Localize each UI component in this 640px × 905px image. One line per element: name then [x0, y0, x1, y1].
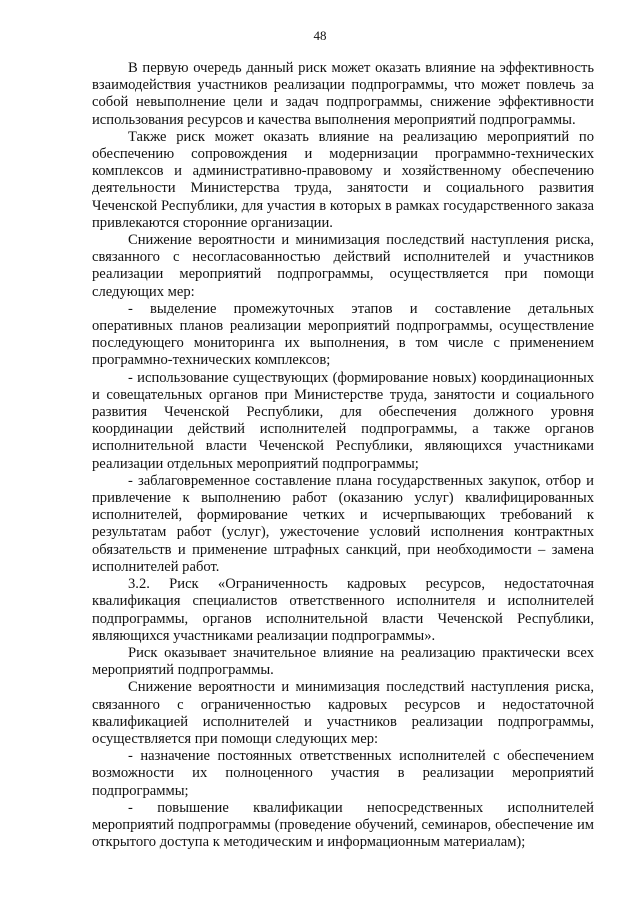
paragraph-risk-influence: Риск оказывает значительное влияние на реализацию практически всех мероприятий подпрограммы. — [92, 644, 594, 679]
document-body — [92, 60, 594, 851]
page-number: 48 — [313, 28, 327, 43]
list-item-stages: - выделение промежуточных этапов и составление детальных оперативных планов реализации мероприятий подпрограммы, осуществление последующего мониторинга их выполнения, в том числе с применением программно-технических комплексов; — [92, 300, 594, 369]
list-item-qualification: - повышение квалификации непосредственных исполнителей мероприятий подпрограммы (проведение обучений, семинаров, обеспечение им открытого доступа к методическим и информационным материалам); — [92, 799, 594, 851]
list-item-procurement: - заблаговременное составление плана государственных закупок, отбор и привлечение к выполнению работ (оказанию услуг) квалифицированных исполнителей, формирование четких и исчерпывающих требований к результатам работ (услуг), ужесточение условий исполнения контрактных обязательств и применение штрафных санкций, при необходимости – замена исполнителей работ. — [92, 472, 594, 575]
paragraph-mitigation-intro: Снижение вероятности и минимизация последствий наступления риска, связанного с несогласованностью действий исполнителей и участников реализации мероприятий подпрограммы, осуществляется при помощи следующих мер: — [92, 232, 594, 300]
paragraph-risk-impact: В первую очередь данный риск может оказать влияние на эффективность взаимодействия участников реализации подпрограммы, что может повлечь за собой невыполнение цели и задач подпрограммы, снижение эффективности использования ресурсов и качества выполнения мероприятий подпрограммы. — [92, 60, 594, 128]
paragraph-risk-3-2: 3.2. Риск «Ограниченность кадровых ресурсов, недостаточная квалификация специалистов ответственного исполнителя и исполнителей подпрограммы, органов исполнительной власти Чеченской Республики, являющихся участниками реализации подпрограммы». — [92, 576, 594, 644]
paragraph-risk-support: Также риск может оказать влияние на реализацию мероприятий по обеспечению сопровождения и модернизации программно-технических комплексов и административно-правовому и хозяйственному обеспечению деятельности Министерства труда, занятости и социального развития Чеченской Республики, для участия в которых в рамках государственного заказа привлекаются сторонние организации. — [92, 128, 594, 231]
list-item-permanent-executors: - назначение постоянных ответственных исполнителей с обеспечением возможности их полноценного участия в реализации мероприятий подпрограммы; — [92, 748, 594, 799]
list-item-coordination: - использование существующих (формирование новых) координационных и совещательных органов при Министерстве труда, занятости и социального развития Чеченской Республики, для обеспечения должного уровня координации действий исполнителей подпрограммы, а также органов исполнительной власти Чеченской Республики, являющихся участниками реализации отдельных мероприятий подпрограммы; — [92, 369, 594, 472]
paragraph-staff-mitigation-intro: Снижение вероятности и минимизация последствий наступления риска, связанного с ограниченностью кадровых ресурсов и недостаточной квалификацией исполнителей и участников реализации подпрограммы, осуществляется при помощи следующих мер: — [92, 679, 594, 747]
